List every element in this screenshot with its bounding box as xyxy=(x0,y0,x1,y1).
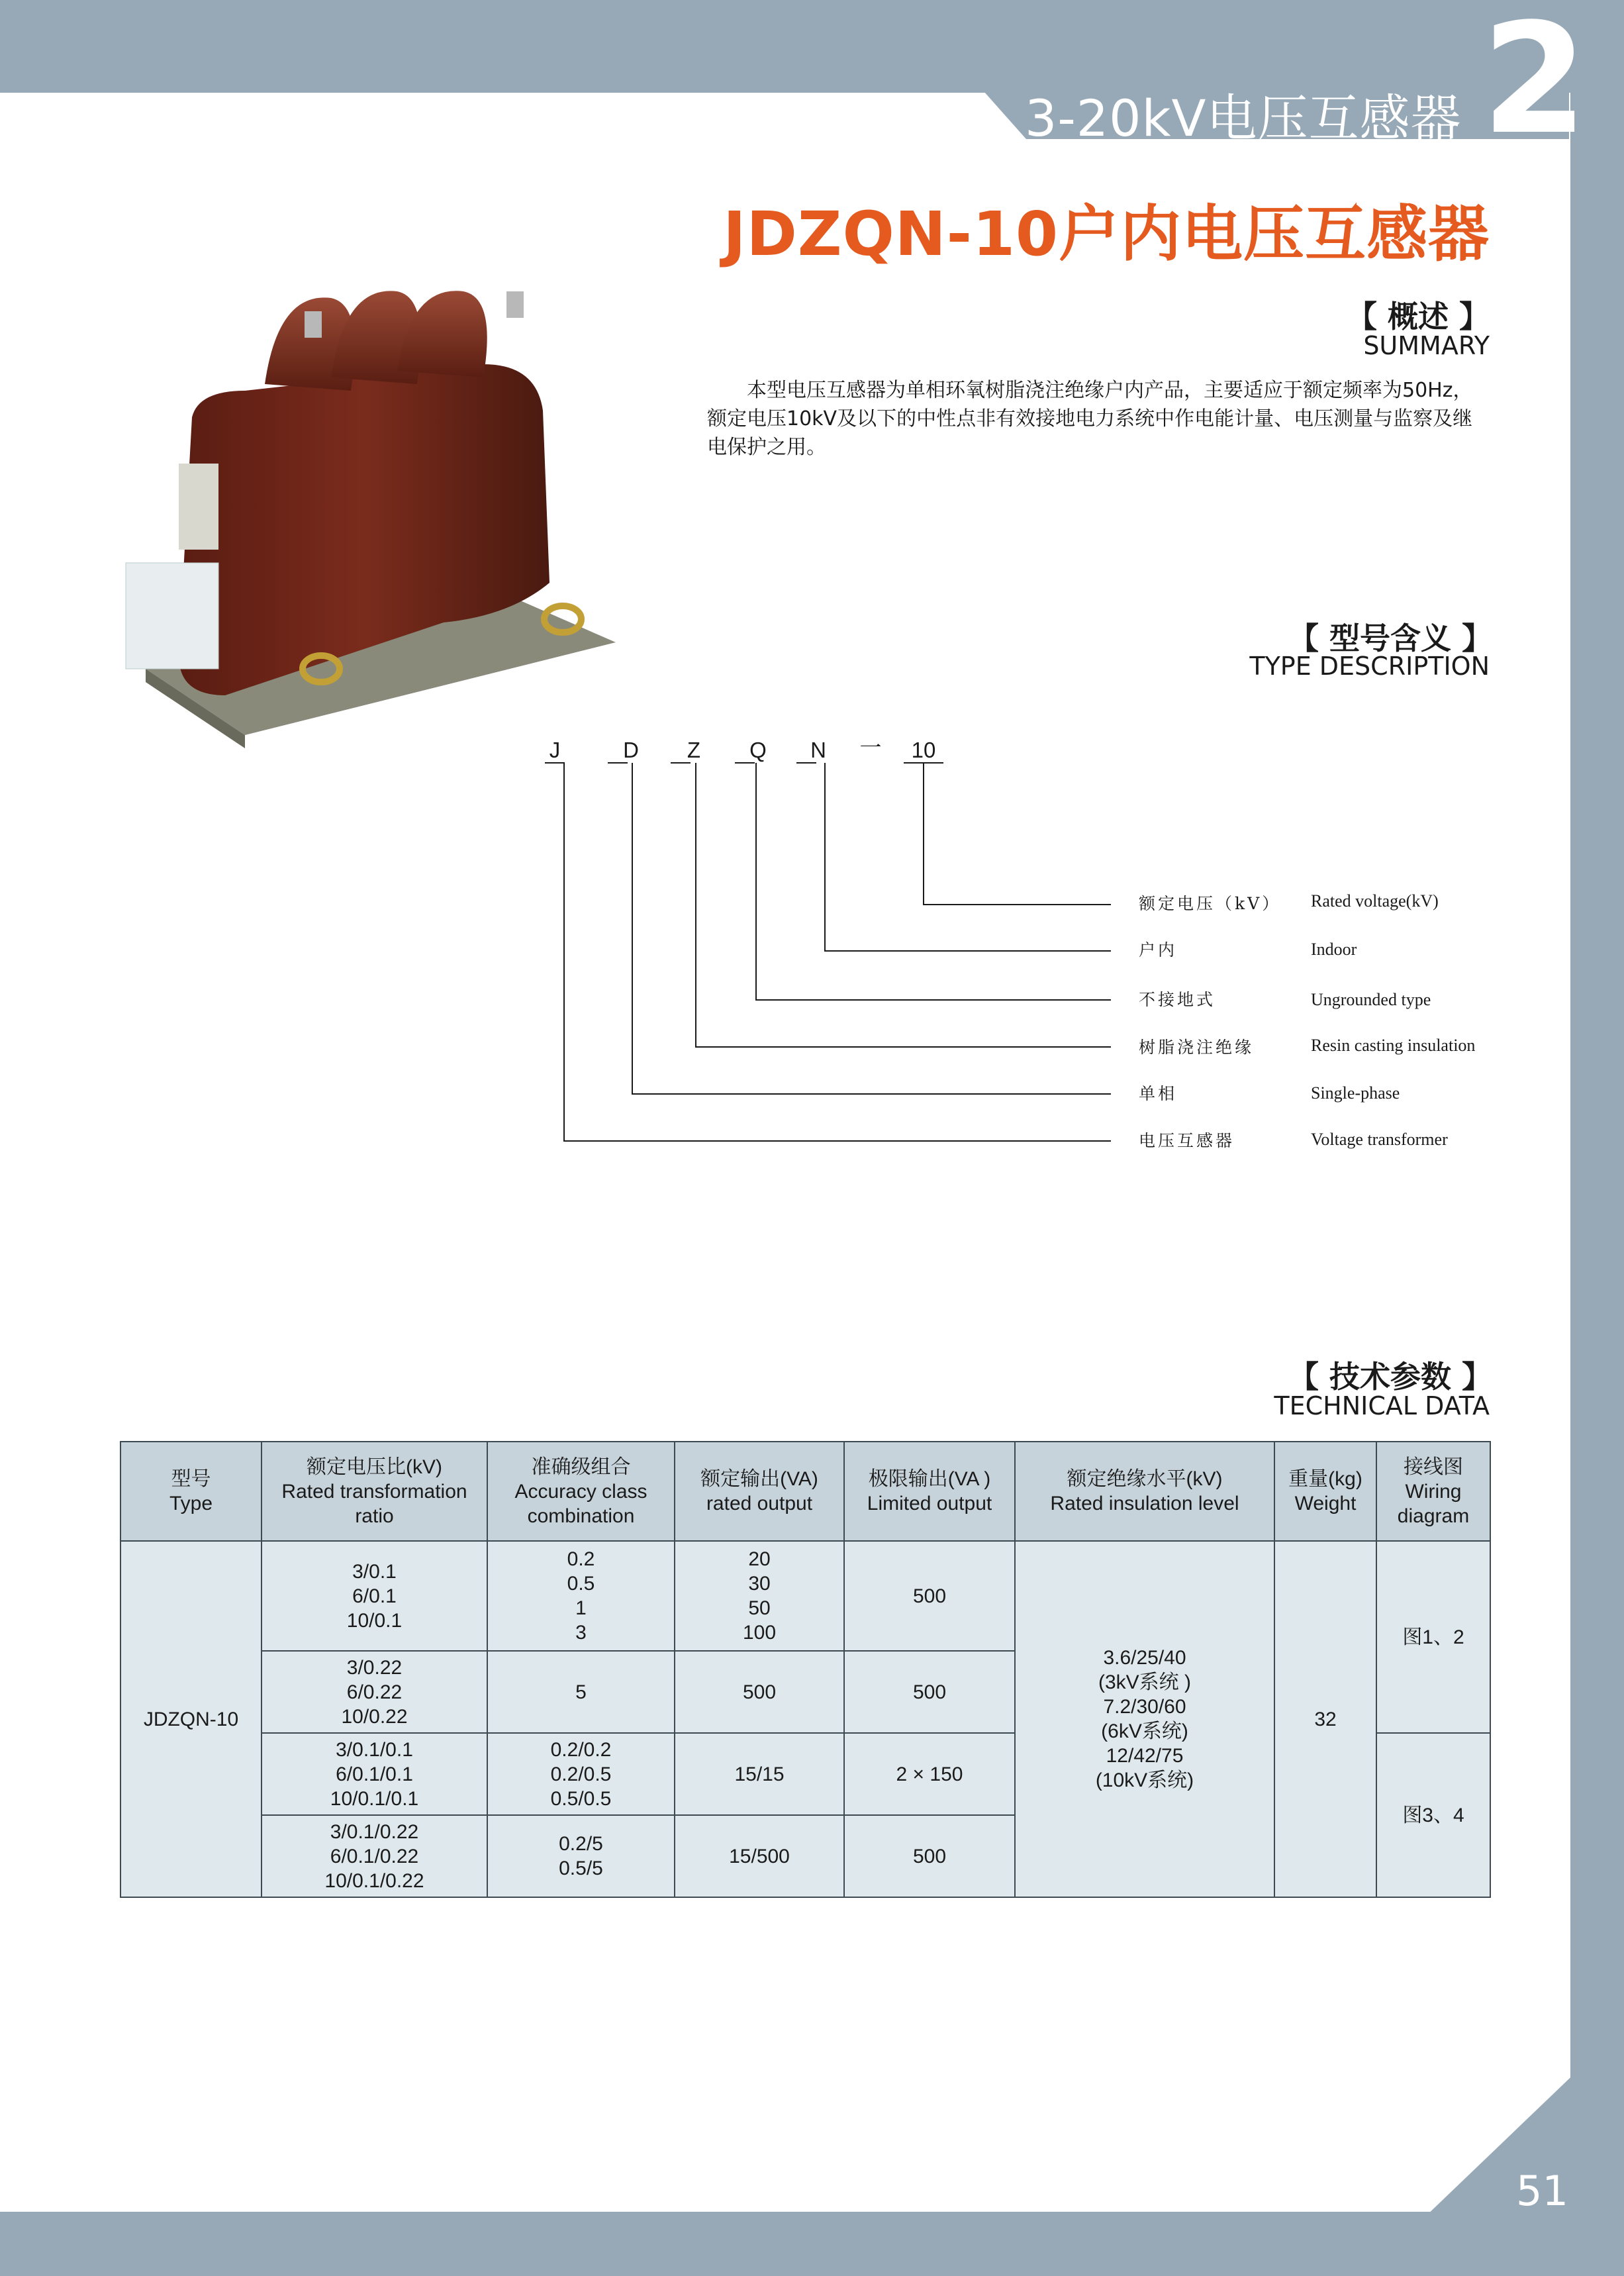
terminal-bolt xyxy=(506,291,524,318)
code-letter: J xyxy=(549,738,561,762)
type-item-en: Indoor xyxy=(1311,940,1357,959)
type-item-cn: 树脂浇注绝缘 xyxy=(1139,1038,1255,1057)
terminal-bolt xyxy=(305,311,322,338)
code-dash: 一 xyxy=(859,735,882,760)
table-row xyxy=(120,1541,1490,1651)
rated-output-cell: 20 30 50 100 xyxy=(675,1541,844,1651)
code-letter: Z xyxy=(687,738,701,762)
code-letter: Q xyxy=(749,738,767,762)
code-letter: 10 xyxy=(911,738,936,762)
code-letter: N xyxy=(810,738,826,762)
type-description-heading: 【 型号含义 】 xyxy=(1288,620,1492,656)
type-item-cn: 单相 xyxy=(1139,1084,1178,1103)
product-photo xyxy=(113,272,629,755)
product-title: JDZQN-10户内电压互感器 xyxy=(723,199,1490,270)
type-cell: JDZQN-10 xyxy=(120,1541,262,1897)
col-header-limited-output: 极限输出(VA ) Limited output xyxy=(844,1442,1015,1541)
rated-output-cell: 15/500 xyxy=(675,1815,844,1897)
type-item-en: Rated voltage(kV) xyxy=(1311,891,1439,911)
limited-output-cell: 500 xyxy=(844,1815,1015,1897)
col-header-insulation: 额定绝缘水平(kV) Rated insulation level xyxy=(1015,1442,1274,1541)
ratio-cell: 3/0.1/0.1 6/0.1/0.1 10/0.1/0.1 xyxy=(262,1733,487,1815)
accuracy-cell: 0.2 0.5 1 3 xyxy=(487,1541,675,1651)
ratio-cell: 3/0.1 6/0.1 10/0.1 xyxy=(262,1541,487,1651)
technical-data-heading-en: TECHNICAL DATA xyxy=(1274,1391,1490,1420)
col-header-ratio: 额定电压比(kV) Rated transformation ratio xyxy=(262,1442,487,1541)
rated-output-cell: 15/15 xyxy=(675,1733,844,1815)
accuracy-cell: 5 xyxy=(487,1651,675,1733)
col-header-wiring: 接线图 Wiring diagram xyxy=(1376,1442,1490,1541)
accuracy-cell: 0.2/0.2 0.2/0.5 0.5/0.5 xyxy=(487,1733,675,1815)
technical-data-table xyxy=(120,1441,1491,1898)
type-item-en: Voltage transformer xyxy=(1311,1130,1448,1149)
page-frame-right xyxy=(1570,0,1624,2276)
technical-data-heading: 【 技术参数 】 xyxy=(1288,1359,1492,1395)
type-item-en: Single-phase xyxy=(1311,1083,1400,1103)
summary-paragraph: 本型电压互感器为单相环氧树脂浇注绝缘户内产品，主要适应于额定频率为50Hz，额定电压10kV及以下的中性点非有效接地电力系统中作电能计量、电压测量与监察及继电保护之用。 xyxy=(707,379,1473,459)
col-header-accuracy: 准确级组合 Accuracy class combination xyxy=(487,1442,675,1541)
wiring-cell: 图1、2 xyxy=(1376,1541,1490,1733)
type-description-heading-en: TYPE DESCRIPTION xyxy=(1249,652,1490,681)
ratio-cell: 3/0.22 6/0.22 10/0.22 xyxy=(262,1651,487,1733)
type-item-cn: 电压互感器 xyxy=(1139,1131,1235,1150)
type-item-en: Ungrounded type xyxy=(1311,990,1431,1009)
col-header-weight: 重量(kg) Weight xyxy=(1274,1442,1376,1541)
limited-output-cell: 500 xyxy=(844,1541,1015,1651)
accuracy-cell: 0.2/5 0.5/5 xyxy=(487,1815,675,1897)
summary-heading-en: SUMMARY xyxy=(1363,331,1490,360)
limited-output-cell: 500 xyxy=(844,1651,1015,1733)
rated-output-cell: 500 xyxy=(675,1651,844,1733)
type-item-en: Resin casting insulation xyxy=(1311,1036,1476,1055)
nameplate xyxy=(179,464,218,550)
code-letter: D xyxy=(623,738,639,762)
table-header-row xyxy=(120,1442,1490,1541)
type-item-cn: 户内 xyxy=(1139,940,1178,960)
insulation-level-cell: 3.6/25/40 (3kV系统 ) 7.2/30/60 (6kV系统) 12/42/75 (10kV系统) xyxy=(1015,1541,1274,1897)
type-item-cn: 额定电压（kV） xyxy=(1139,894,1282,913)
summary-heading: 【 概述 】 xyxy=(1346,299,1490,334)
page-number: 51 xyxy=(1516,2167,1568,2215)
type-item-cn: 不接地式 xyxy=(1139,990,1216,1009)
limited-output-cell: 2 × 150 xyxy=(844,1733,1015,1815)
page-frame-bottom xyxy=(0,2212,1624,2276)
type-code-diagram xyxy=(516,728,1509,1165)
col-header-rated-output: 额定输出(VA) rated output xyxy=(675,1442,844,1541)
col-header-type: 型号 Type xyxy=(120,1442,262,1541)
wiring-cell: 图3、4 xyxy=(1376,1733,1490,1897)
weight-cell: 32 xyxy=(1274,1541,1376,1897)
terminal-box xyxy=(126,563,218,669)
section-number: 2 xyxy=(1482,0,1588,168)
section-title: 3-20kV电压互感器 xyxy=(1025,89,1462,148)
ratio-cell: 3/0.1/0.22 6/0.1/0.22 10/0.1/0.22 xyxy=(262,1815,487,1897)
